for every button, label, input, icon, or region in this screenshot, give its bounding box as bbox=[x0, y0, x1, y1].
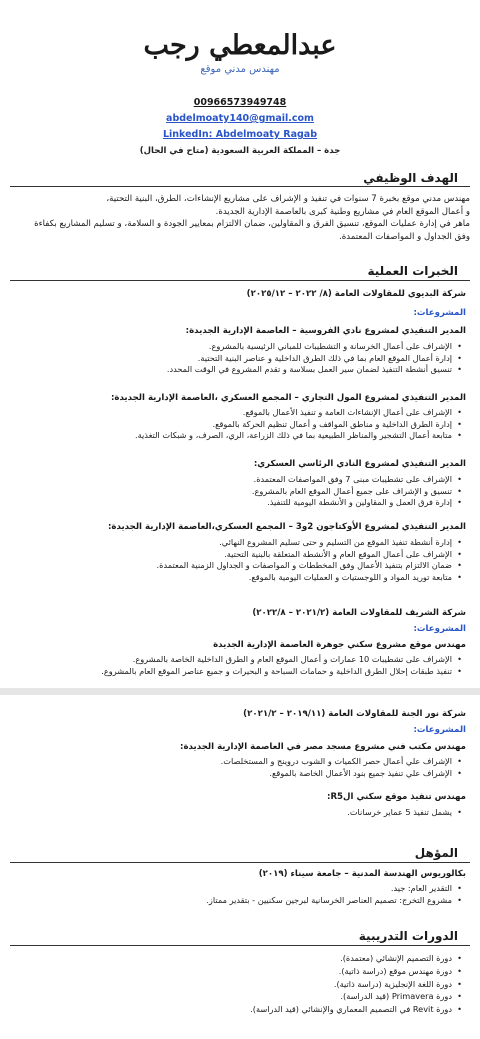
education-bullets bbox=[10, 883, 466, 906]
list-item: • دورة Revit في التصميم المعماري والإنشائي (قيد الدراسة). bbox=[10, 1003, 452, 1016]
role-bullets bbox=[10, 807, 466, 819]
role-title: المدير التنفيذي لمشروع النادي الرئاسي العسكري: bbox=[253, 459, 466, 469]
list-item: • تنفيذ طبقات إحلال الطرق الداخلية و حمامات السباحة و البحيرات و جميع عناصر الموقع العام بالمشروع. bbox=[10, 666, 452, 678]
list-item: • مشروع التخرج: تصميم العناصر الخرسانية لبرجين سكنيين - بتقدير ممتاز. bbox=[10, 895, 452, 907]
objective-line: وفق الجداول و المواصفات المعتمدة. bbox=[339, 231, 470, 242]
list-item: • إدارة أنشطة تنفيذ الموقع من التسليم و حتى تسليم المشروع النهائي. bbox=[10, 537, 452, 549]
education-heading: المؤهل bbox=[414, 846, 458, 860]
list-item: • تنسيق و الإشراف على جميع أعمال الموقع العام بالمشروع. bbox=[10, 486, 452, 498]
role-bullets bbox=[10, 407, 466, 442]
courses-list bbox=[10, 952, 466, 1016]
role-bullets bbox=[10, 537, 466, 583]
projects-label: المشروعات: bbox=[413, 624, 466, 634]
projects-label: المشروعات: bbox=[413, 725, 466, 735]
role-bullets bbox=[10, 756, 466, 779]
phone-number[interactable]: 00966573949748 bbox=[193, 97, 287, 108]
section-divider bbox=[10, 186, 470, 187]
objective-line: و أعمال الموقع العام في مشاريع وطنية كبرى بالعاصمة الإدارية الجديدة. bbox=[215, 206, 470, 217]
resume-page-2 bbox=[0, 695, 480, 1039]
role-title: المدير التنفيذي لمشروع الأوكتاجون 2و3 – المجمع العسكري،العاصمة الإدارية الجديدة: bbox=[107, 522, 466, 532]
company-name: شركة البديوي للمقاولات العامة (٨/ ٢٠٢٢ – ٢٠٢٥/١٢) bbox=[246, 289, 466, 299]
role-bullets bbox=[10, 474, 466, 509]
role-title: المدير التنفيذي لمشروع نادي الفروسية – العاصمة الإدارية الجديدة: bbox=[185, 326, 466, 336]
list-item: • التقدير العام: جيد. bbox=[10, 883, 452, 895]
courses-heading: الدورات التدريبية bbox=[358, 929, 458, 943]
list-item: • دورة اللغة الإنجليزية (دراسة ذاتية). bbox=[10, 978, 452, 991]
page-separator bbox=[0, 688, 480, 695]
list-item: • الإشراف على تشطيبات 10 عمارات و أعمال الموقع العام و الطرق الداخلية الخاصة بالمشروع. bbox=[10, 654, 452, 666]
experience-heading: الخبرات العملية bbox=[367, 264, 458, 278]
list-item: • الإشراف على أعمال الخرسانة و التشطيبات للمباني الرئيسية بالمشروع. bbox=[10, 341, 452, 353]
list-item: • دورة Primavera (قيد الدراسة). bbox=[10, 990, 452, 1003]
list-item: • دورة مهندس موقع (دراسة ذاتية). bbox=[10, 965, 452, 978]
role-bullets bbox=[10, 654, 466, 677]
list-item: • الإشراف على أعمال الموقع العام و الأنشطة المتعلقة بالبنية التحتية. bbox=[10, 549, 452, 561]
list-item: • الإشراف علي تنفيذ جميع بنود الأعمال الخاصة بالموقع. bbox=[10, 768, 452, 780]
role-bullets bbox=[10, 341, 466, 376]
role-title: مهندس موقع مشروع سكني جوهرة العاصمة الإدارية الجديدة bbox=[213, 640, 466, 650]
list-item: • يشمل تنفيذ 5 عماير خرسانات. bbox=[10, 807, 452, 819]
projects-label: المشروعات: bbox=[413, 308, 466, 318]
list-item: • متابعة أعمال التشجير والمناظر الطبيعية بما في ذلك الزراعة، الري، الصرف، و شبكات التغذية. bbox=[10, 430, 452, 442]
objective-line: ماهر في إدارة عمليات الموقع، تنسيق الفرق و المقاولين، ضمان الالتزام بمعايير الجودة و السلامة، و تسليم المشاريع بكفاءة bbox=[34, 219, 470, 229]
location: جدة – المملكة العربية السعودية (متاح في الحال) bbox=[139, 146, 341, 156]
degree: بكالوريوس الهندسة المدنية – جامعة سيناء (٢٠١٩) bbox=[258, 869, 466, 879]
company-name: شركة نور الجنة للمقاولات العامة (٢٠١٩/١١ – ٢٠٢١/٢) bbox=[243, 709, 466, 719]
section-divider bbox=[10, 945, 470, 946]
section-divider bbox=[10, 280, 470, 281]
role-title: المدير التنفيذي لمشروع المول التجاري – المجمع العسكري ،العاصمة الإدارية الجديدة: bbox=[110, 393, 466, 403]
section-divider bbox=[10, 862, 470, 863]
objective-heading: الهدف الوظيفي bbox=[363, 171, 458, 185]
list-item: • الإشراف على تشطيبات مبنى 7 وفق المواصفات المعتمدة. bbox=[10, 474, 452, 486]
candidate-name: عبدالمعطي رجب bbox=[143, 30, 337, 61]
role-title: مهندس تنفيذ موقع سكني الR5: bbox=[327, 792, 466, 802]
list-item: • الإشراف علي أعمال حصر الكميات و الشوب دروينج و المستخلصات. bbox=[10, 756, 452, 768]
company-name: شركة الشريف للمقاولات العامة (٢٠٢١/٢ – ٢٠٢٢/٨) bbox=[252, 608, 466, 618]
list-item: • إدارة فرق العمل و المقاولين و الأنشطة اليومية للتنفيذ. bbox=[10, 497, 452, 509]
email-link[interactable]: abdelmoaty140@gmail.com bbox=[166, 113, 314, 124]
objective-line: مهندس مدني موقع بخبرة 7 سنوات في تنفيذ و الإشراف على مشاريع الإنشاءات، الطرق، البنية التحتية، bbox=[106, 194, 470, 204]
list-item: • ضمان الالتزام بتنفيذ الأعمال وفق المخططات و المواصفات و الجداول الزمنية المعتمدة. bbox=[10, 560, 452, 572]
list-item: • دورة التصميم الإنشائي (معتمدة). bbox=[10, 952, 452, 965]
list-item: • إدارة الطرق الداخلية و مناطق المواقف و أعمال تنظيم الحركة بالموقع. bbox=[10, 419, 452, 431]
linkedin-link[interactable]: LinkedIn: Abdelmoaty Ragab bbox=[162, 129, 318, 140]
list-item: • متابعة توريد المواد و اللوجستيات و العمليات اليومية بالموقع. bbox=[10, 572, 452, 584]
role-title: مهندس مكتب فني مشروع مسجد مصر في العاصمة الإدارية الجديدة: bbox=[180, 742, 466, 752]
objective-text bbox=[10, 193, 470, 243]
list-item: • الإشراف على أعمال الإنشاءات العامة و تنفيذ الأعمال بالموقع. bbox=[10, 407, 452, 419]
list-item: • تنسيق أنشطة التنفيذ لضمان سير العمل بسلاسة و تقدم المشروع في الوقت المحدد. bbox=[10, 364, 452, 376]
list-item: • إدارة أعمال الموقع العام بما في ذلك الطرق الداخلية و عناصر البنية التحتية. bbox=[10, 353, 452, 365]
job-title: مهندس مدني موقع bbox=[200, 64, 280, 75]
